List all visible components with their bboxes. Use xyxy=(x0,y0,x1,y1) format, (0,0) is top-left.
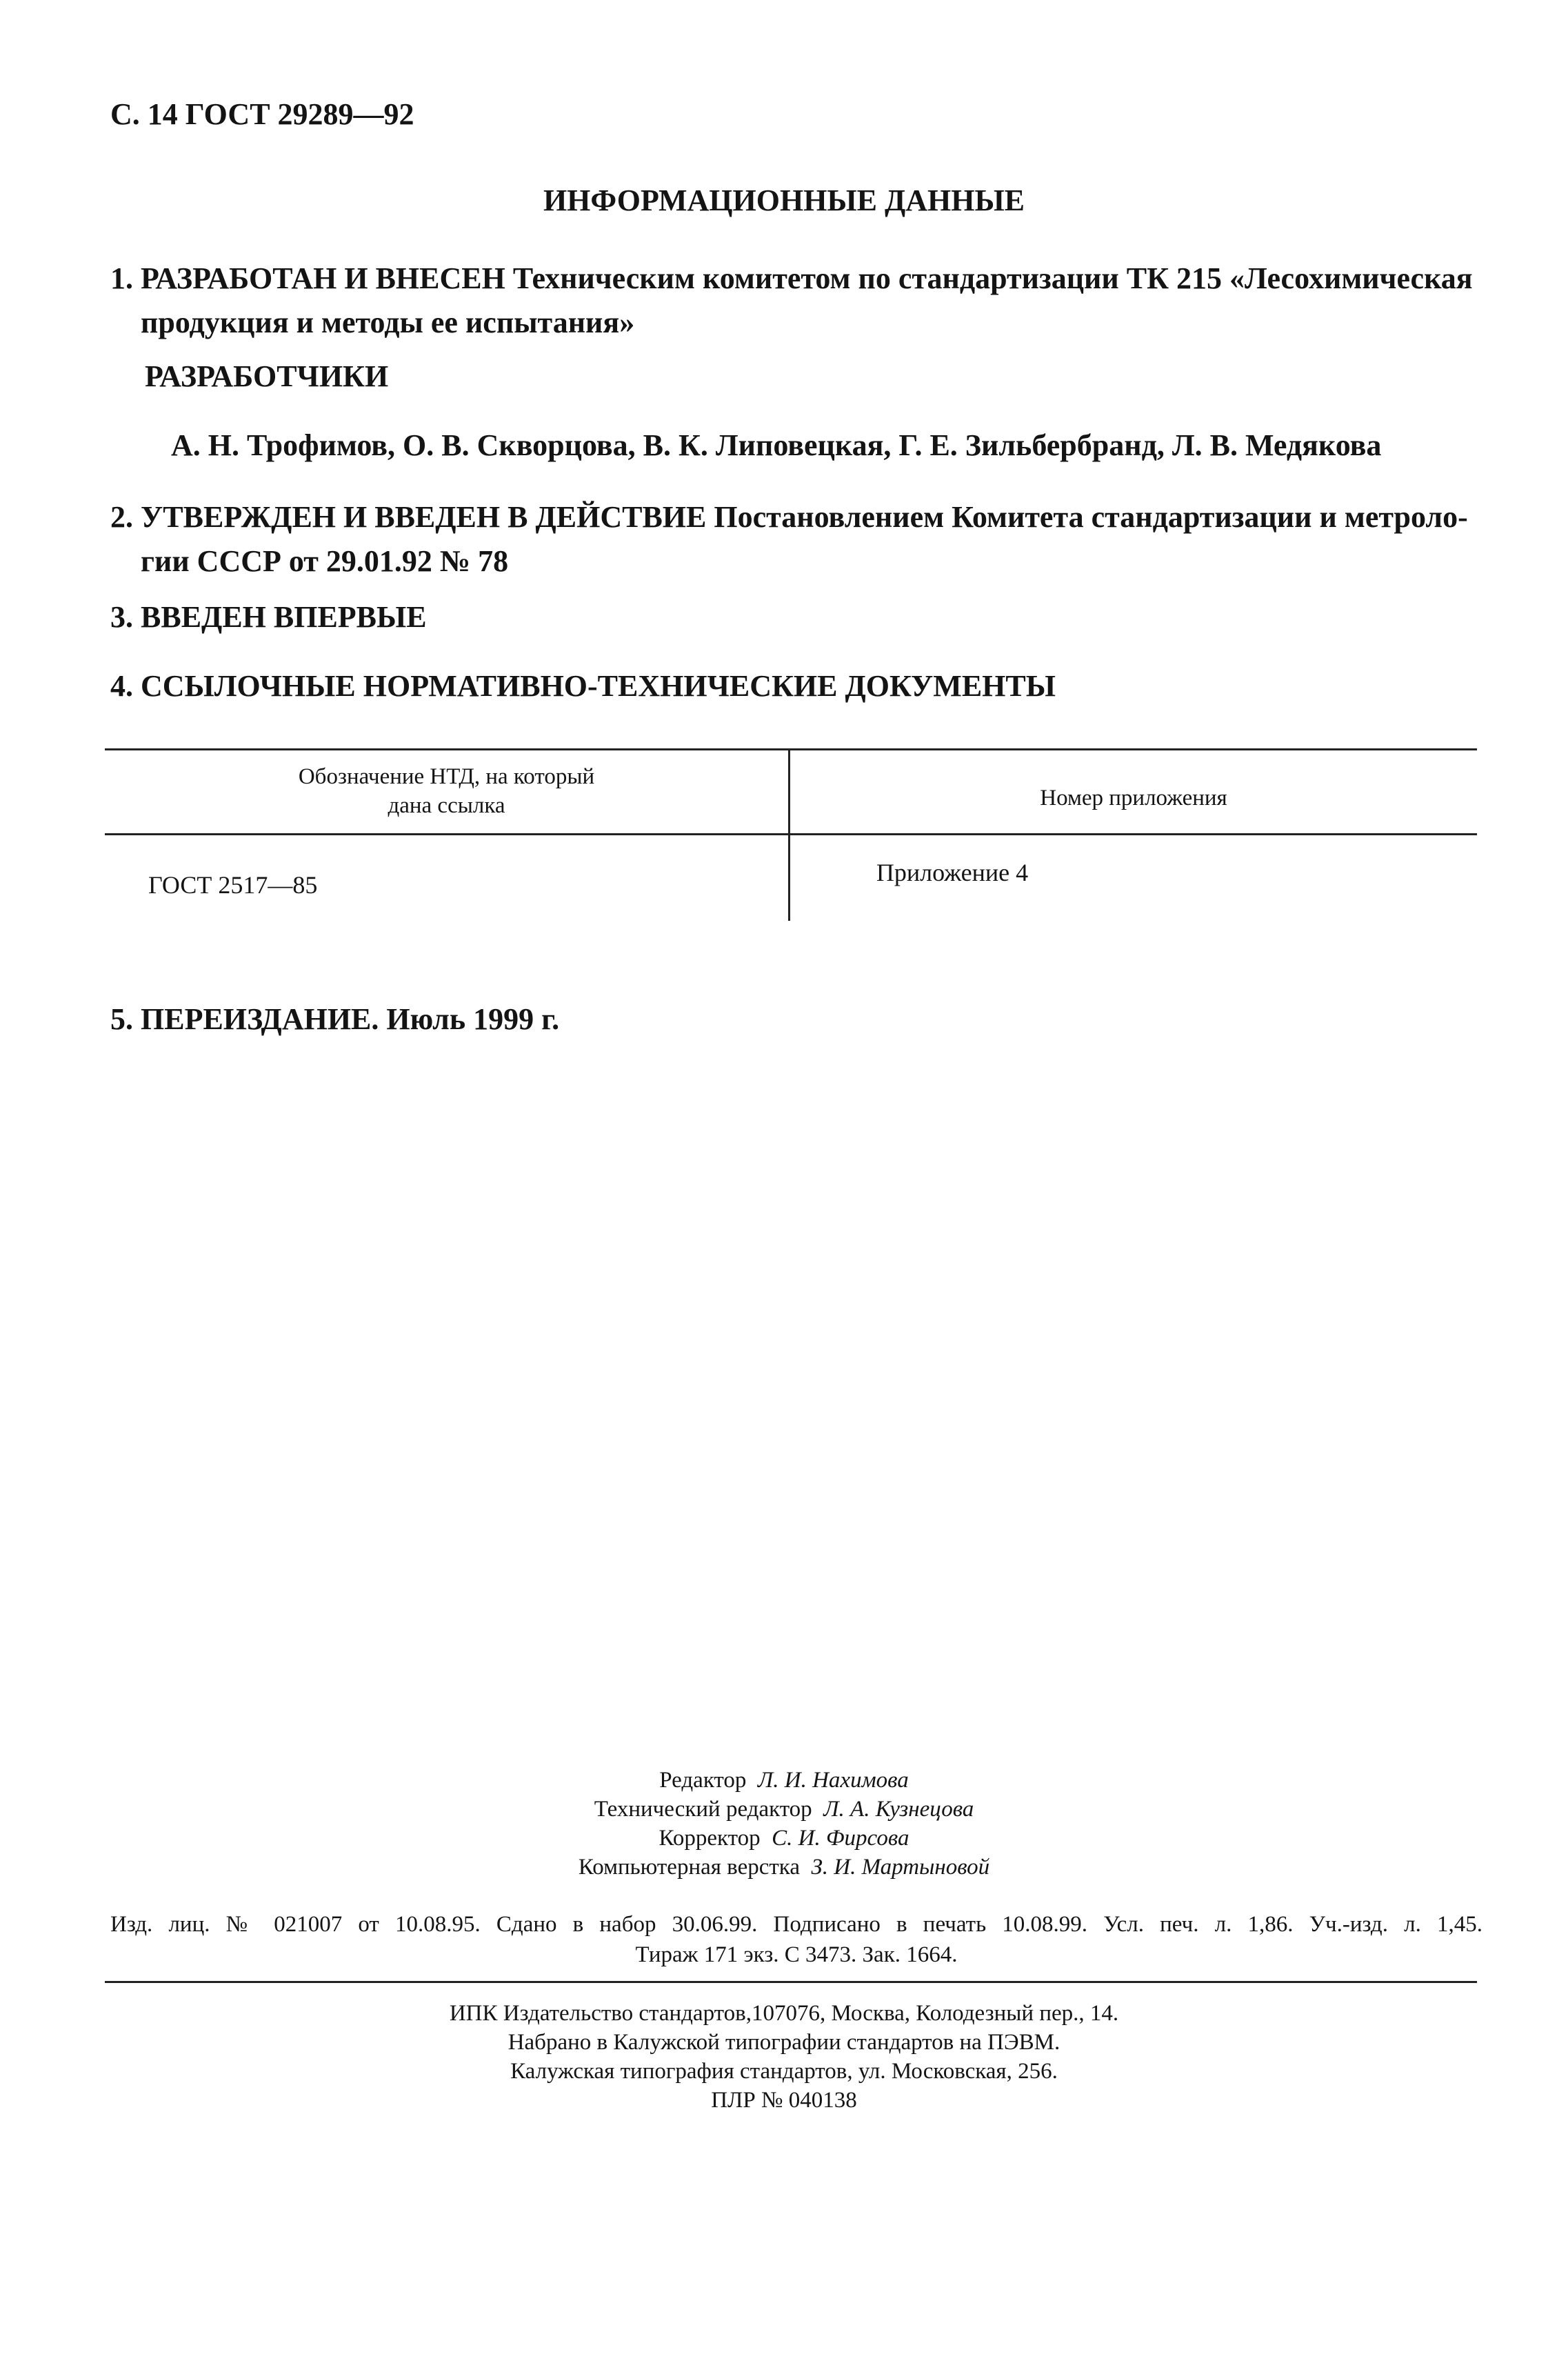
item-text: Июль 1999 г. xyxy=(386,1002,560,1036)
table-cell-document: ГОСТ 2517—85 xyxy=(148,871,318,899)
credit-editor: Редактор Л. И. Нахимова xyxy=(659,1768,909,1793)
item-number: 1. xyxy=(110,261,133,295)
credit-layout: Компьютерная верстка З. И. Мартыновой xyxy=(578,1855,990,1880)
page-title: ИНФОРМАЦИОННЫЕ ДАННЫЕ xyxy=(543,183,1025,217)
imprint-line: Набрано в Калужской типографии стандартов на ПЭВМ. xyxy=(507,2030,1061,2055)
page-header: С. 14 ГОСТ 29289—92 xyxy=(110,97,414,131)
developers-heading: РАЗРАБОТЧИКИ xyxy=(145,359,389,393)
credit-technical-editor: Технический редактор Л. А. Кузнецова xyxy=(594,1797,974,1822)
item-2 xyxy=(110,495,1531,585)
table-header-rule xyxy=(105,833,1477,835)
imprint xyxy=(0,1999,1568,2115)
table-cell-appendix: Приложение 4 xyxy=(876,859,1029,886)
imprint-rule xyxy=(105,1981,1477,1983)
item-4 xyxy=(110,664,1531,708)
table-top-rule xyxy=(105,748,1477,750)
item-number: 4. xyxy=(110,669,133,703)
item-lead: ВВЕДЕН ВПЕРВЫЕ xyxy=(141,600,427,634)
item-1 xyxy=(110,257,1531,346)
table-header-document: Обозначение НТД, на который дана ссылка xyxy=(298,764,595,818)
imprint-line: ИПК Издательство стандартов,107076, Москва, Колодезный пер., 14. xyxy=(449,2001,1119,2026)
publication-info xyxy=(110,1909,1482,1970)
item-lead: ПЕРЕИЗДАНИЕ. xyxy=(141,1002,379,1036)
item-text: продукция и методы ее испытания» xyxy=(141,306,635,339)
item-lead: УТВЕРЖДЕН И ВВЕДЕН В ДЕЙСТВИЕ xyxy=(141,500,707,534)
item-3 xyxy=(110,595,1531,639)
imprint-line: ПЛР № 040138 xyxy=(711,2088,857,2113)
item-number: 5. xyxy=(110,1002,133,1036)
item-text: гии СССР от 29.01.92 № 78 xyxy=(141,544,509,578)
table-header-appendix: Номер приложения xyxy=(1040,786,1227,810)
item-number: 3. xyxy=(110,600,133,634)
item-lead: ССЫЛОЧНЫЕ НОРМАТИВНО-ТЕХНИЧЕСКИЕ ДОКУМЕНТЫ xyxy=(141,669,1056,703)
imprint-line: Калужская типография стандартов, ул. Московская, 256. xyxy=(510,2059,1058,2084)
item-5 xyxy=(110,997,1531,1042)
credit-proofreader: Корректор С. И. Фирсова xyxy=(659,1826,909,1851)
item-text: Техническим комитетом по стандартизации ТК 215 «Лесохимическая xyxy=(512,261,1473,295)
item-text: Постановлением Комитета стандартизации и метроло- xyxy=(714,500,1468,534)
developers-list: А. Н. Трофимов, О. В. Скворцова, В. К. Липовецкая, Г. Е. Зильбербранд, Л. В. Медякова xyxy=(171,428,1382,462)
item-number: 2. xyxy=(110,500,133,534)
publication-line: Изд. лиц. № 021007 от 10.08.95. Сдано в набор 30.06.99. Подписано в печать 10.08.99. Усл. печ. л. 1,86. Уч.-изд. л. 1,45. xyxy=(110,1912,1482,1937)
credits xyxy=(0,1766,1568,1882)
publication-line: Тираж 171 экз. С 3473. Зак. 1664. xyxy=(635,1942,958,1967)
item-lead: РАЗРАБОТАН И ВНЕСЕН xyxy=(141,261,505,295)
